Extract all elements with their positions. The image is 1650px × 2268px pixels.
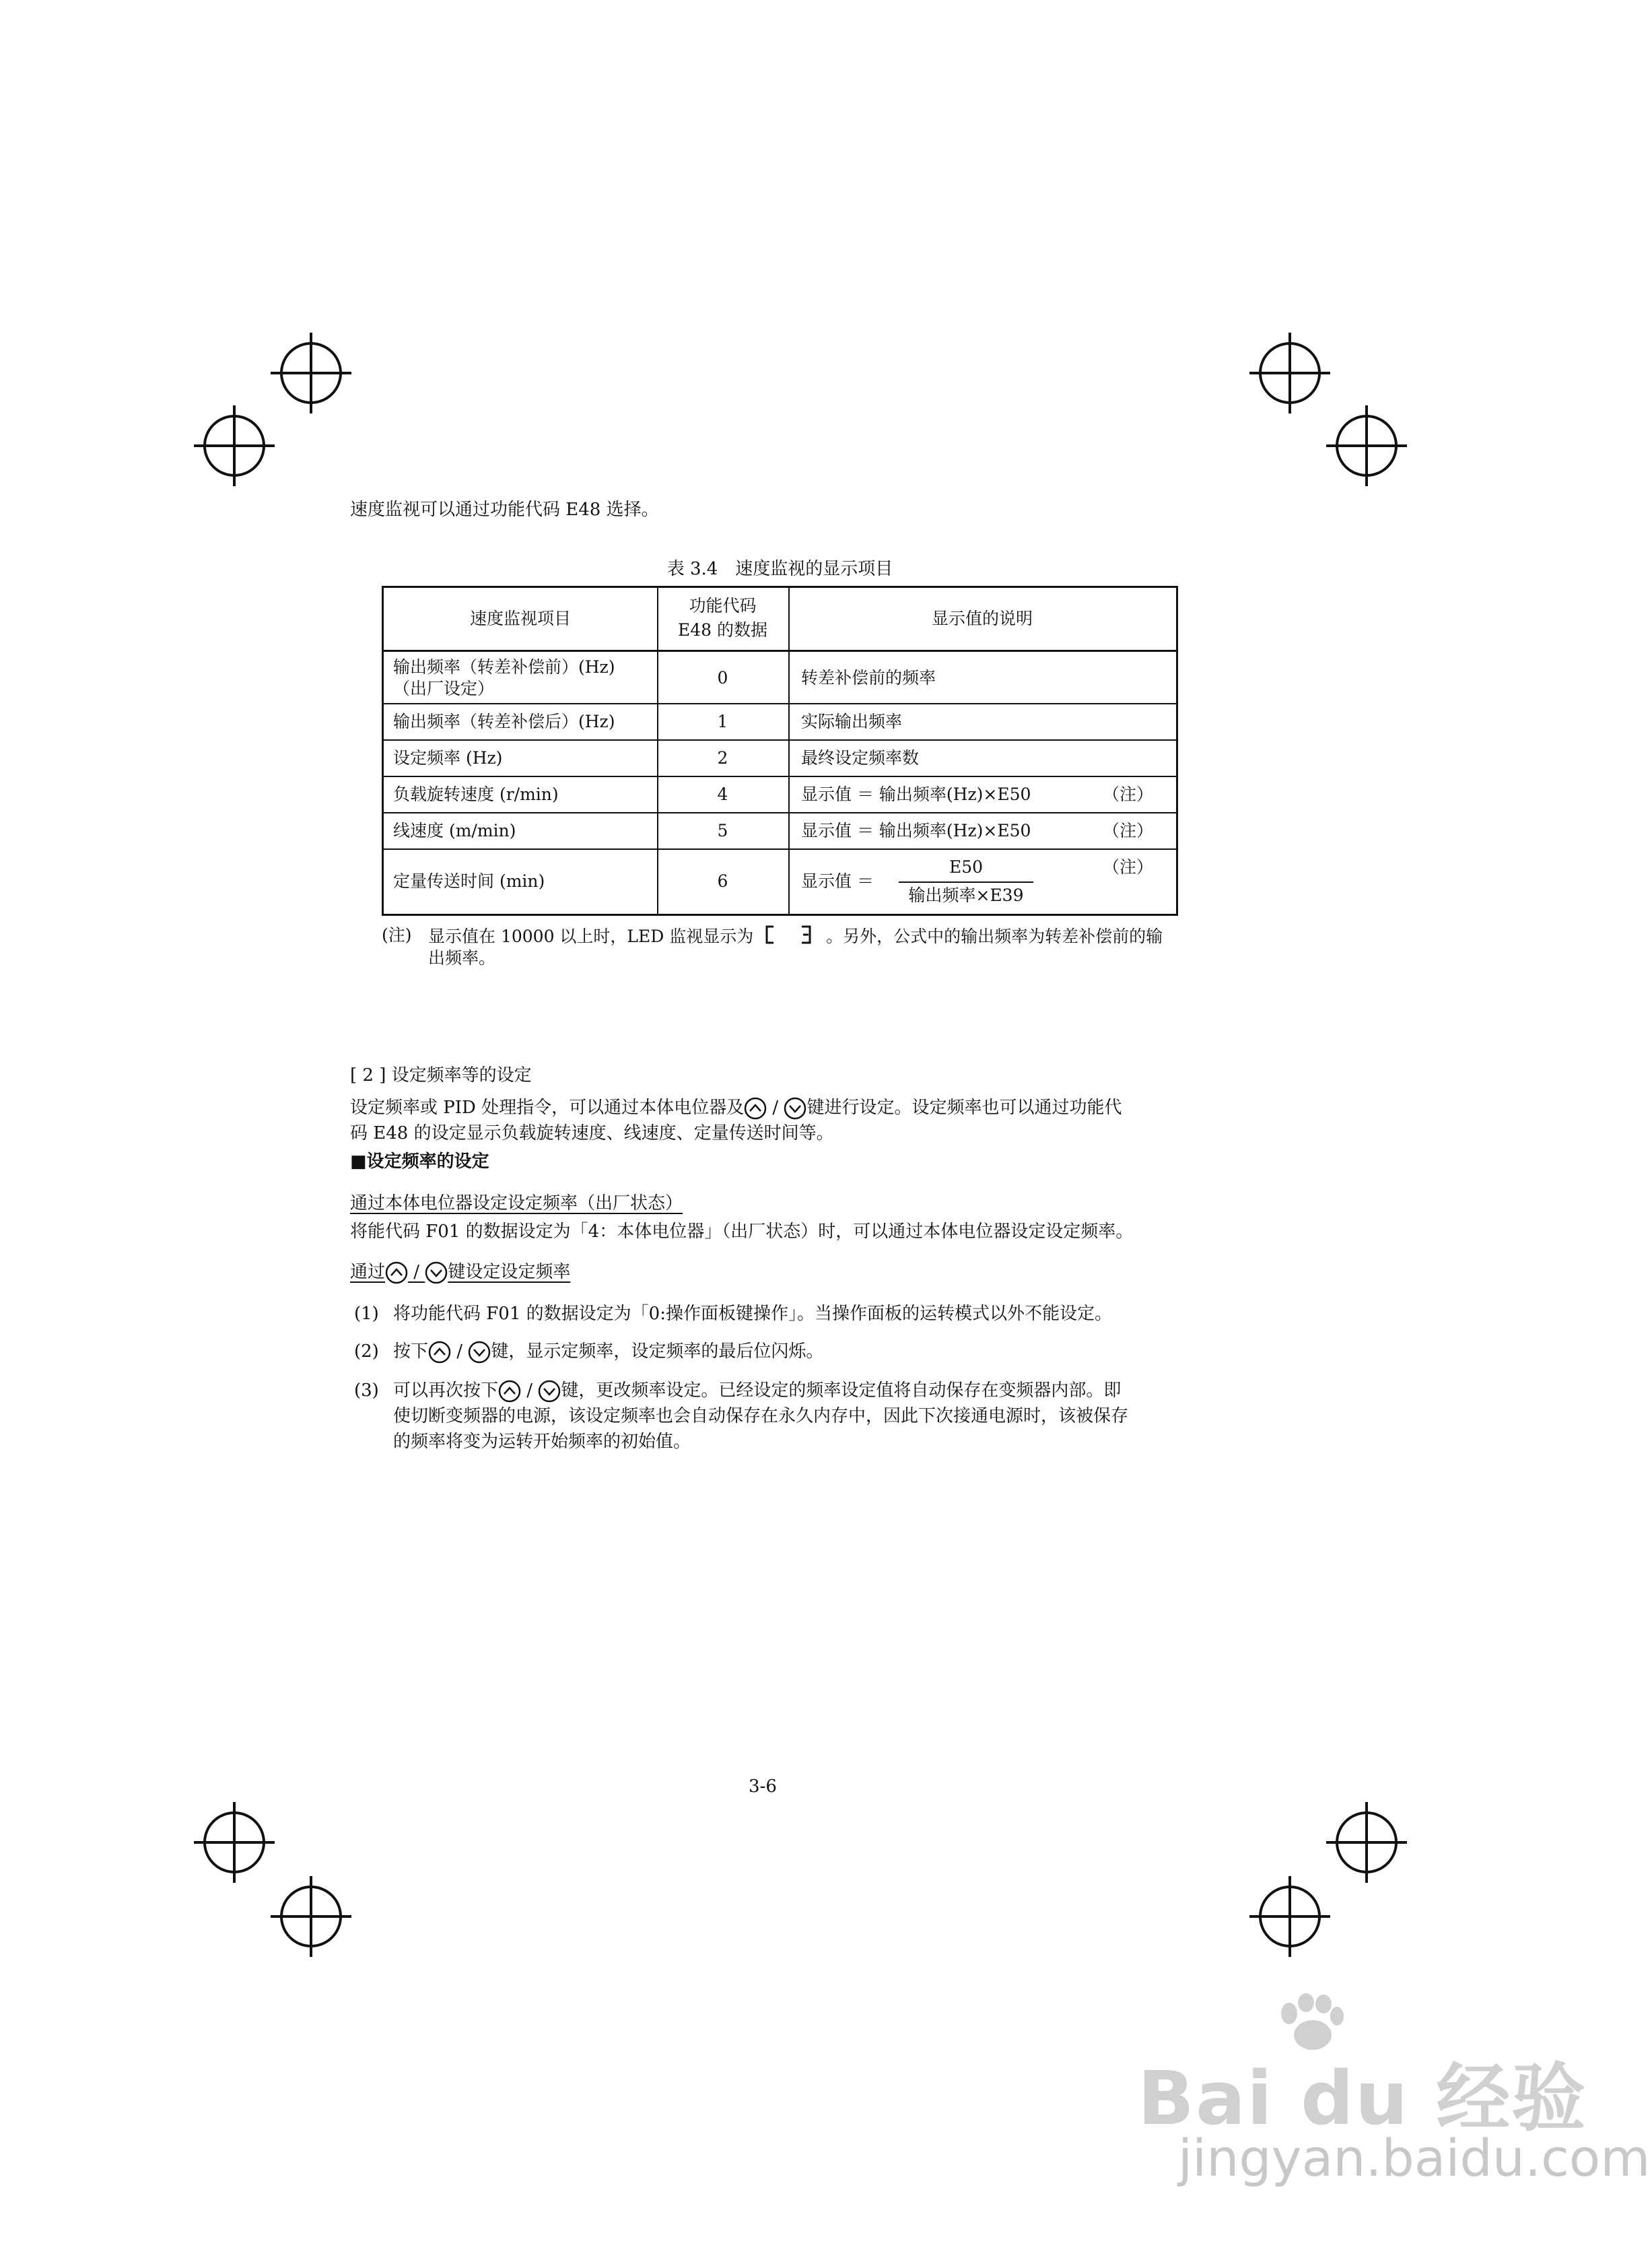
down-arrow-key-icon (468, 1341, 491, 1364)
table-row-note: （注） (1103, 821, 1154, 840)
step-sep: / (521, 1380, 539, 1401)
header-description: 显示值的说明 (931, 609, 1033, 628)
table-row-note: （注） (1103, 785, 1154, 804)
registration-mark-bottom-right-1 (1326, 1802, 1407, 1883)
table-row-data: 6 (717, 871, 728, 891)
footnote-line1 (428, 924, 1163, 952)
table-row-item-note: （出厂设定） (393, 679, 495, 698)
header-item: 速度监视项目 (469, 609, 571, 628)
step-text-line2: 使切断变频器的电源，该设定频率也会自动保存在永久内存中，因此下次接通电源时，该被保存 (393, 1406, 1129, 1426)
table-row-desc: 显示值 ＝ 输出频率(Hz)×E50 (801, 785, 1031, 804)
table-row-data: 4 (717, 785, 728, 804)
up-arrow-key-icon (498, 1380, 521, 1403)
down-arrow-key-icon (425, 1261, 448, 1284)
table-row-note: （注） (1103, 857, 1154, 877)
registration-mark-bottom-left-2 (271, 1876, 351, 1957)
subsection-title-potentiometer: 通过本体电位器设定设定频率（出厂状态） (350, 1193, 683, 1213)
table-row-desc: 显示值 ＝ 输出频率(Hz)×E50 (801, 821, 1031, 840)
table-row-item: 设定频率 (Hz) (393, 748, 503, 768)
step-text: 将功能代码 F01 的数据设定为「0:操作面板键操作」。当操作面板的运转模式以外不能设定。 (393, 1304, 1112, 1324)
step-text (393, 1379, 1121, 1403)
registration-mark-top-left-2 (194, 405, 275, 486)
table-row-item: 定量传送时间 (min) (393, 871, 545, 891)
paragraph-separator: / (767, 1098, 784, 1118)
fraction-bar (899, 881, 1033, 883)
table-row-item: 负载旋转速度 (r/min) (393, 785, 559, 804)
table-row-data: 2 (717, 748, 728, 768)
header-code-line2: E48 的数据 (677, 620, 767, 640)
step-sep: / (451, 1341, 469, 1362)
subsection-title-sep: / (408, 1262, 425, 1282)
subsection-title-a: 通过 (350, 1262, 386, 1282)
registration-mark-bottom-left-1 (194, 1802, 275, 1883)
step-text-a: 可以再次按下 (393, 1380, 499, 1401)
registration-mark-bottom-right-2 (1249, 1876, 1330, 1957)
paragraph-text-a: 设定频率或 PID 处理指令，可以通过本体电位器及 (350, 1098, 745, 1118)
bold-subheading: ■设定频率的设定 (350, 1152, 489, 1172)
watermark-url: jingyan.baidu.com (1178, 2128, 1650, 2188)
formula-denominator: 输出频率×E39 (908, 886, 1024, 905)
baidu-watermark-logo: Bai du 经验 (1138, 2055, 1587, 2141)
registration-mark-top-right-1 (1249, 333, 1330, 413)
subsection-title-keys (350, 1261, 570, 1284)
section-paragraph-line2: 码 E48 的设定显示负载旋转速度、线速度、定量传送时间等。 (350, 1123, 834, 1143)
subsection-text-potentiometer: 将能代码 F01 的数据设定为「4：本体电位器」（出厂状态）时，可以通过本体电位器设定设定频率。 (350, 1222, 1134, 1242)
step-text-line3: 的频率将变为运转开始频率的初始值。 (393, 1432, 691, 1452)
registration-mark-top-left-1 (271, 333, 351, 413)
registration-mark-top-right-2 (1326, 405, 1407, 486)
header-code-line1: 功能代码 (689, 596, 757, 615)
table-row-desc: 最终设定频率数 (801, 748, 920, 768)
baidu-watermark-paw-icon (1272, 1993, 1346, 2057)
up-arrow-key-icon (744, 1097, 767, 1120)
footnote-label: (注) (382, 925, 412, 945)
down-arrow-key-icon (784, 1097, 806, 1120)
table-row-item: 线速度 (m/min) (393, 821, 516, 840)
step-number: (2) (354, 1341, 379, 1362)
up-arrow-key-icon (428, 1341, 451, 1364)
table-row-data: 5 (717, 821, 728, 840)
up-arrow-key-icon (385, 1261, 408, 1284)
subsection-title-b: 键设定设定频率 (448, 1262, 571, 1282)
led-overflow-display-icon (763, 924, 817, 952)
table-row-desc: 转差补偿前的频率 (801, 668, 936, 688)
step-text-a: 按下 (393, 1341, 429, 1362)
table-row-desc: 实际输出频率 (801, 712, 903, 731)
table-row-desc-prefix: 显示值 ＝ (801, 871, 874, 891)
step-text (393, 1340, 823, 1364)
table-row-item: 输出频率（转差补偿后）(Hz) (393, 712, 615, 731)
table-caption: 表 3.4 速度监视的显示项目 (666, 559, 893, 579)
formula-numerator: E50 (949, 857, 984, 877)
speed-monitor-table (382, 586, 1178, 916)
table-row-data: 0 (717, 668, 728, 688)
footnote-text-b: 。另外，公式中的输出频率为转差补偿前的输 (826, 927, 1163, 946)
section-paragraph-line1 (350, 1096, 1122, 1120)
footnote-line2: 出频率。 (428, 948, 496, 968)
step-text-b: 键，显示定频率，设定频率的最后位闪烁。 (491, 1341, 824, 1362)
step-number: (1) (354, 1304, 379, 1324)
page-number: 3-6 (749, 1776, 777, 1797)
section-heading: [ 2 ] 设定频率等的设定 (350, 1065, 532, 1086)
table-row-item: 输出频率（转差补偿前）(Hz) (393, 657, 615, 677)
table-row-data: 1 (717, 712, 728, 731)
intro-text: 速度监视可以通过功能代码 E48 选择。 (350, 500, 659, 520)
down-arrow-key-icon (538, 1380, 561, 1403)
footnote-text-a: 显示值在 10000 以上时，LED 监视显示为 (428, 927, 754, 946)
step-text-b: 键，更改频率设定。已经设定的频率设定值将自动保存在变频器内部。即 (561, 1380, 1122, 1401)
step-number: (3) (354, 1380, 379, 1401)
paragraph-text-b: 键进行设定。设定频率也可以通过功能代 (806, 1098, 1122, 1118)
